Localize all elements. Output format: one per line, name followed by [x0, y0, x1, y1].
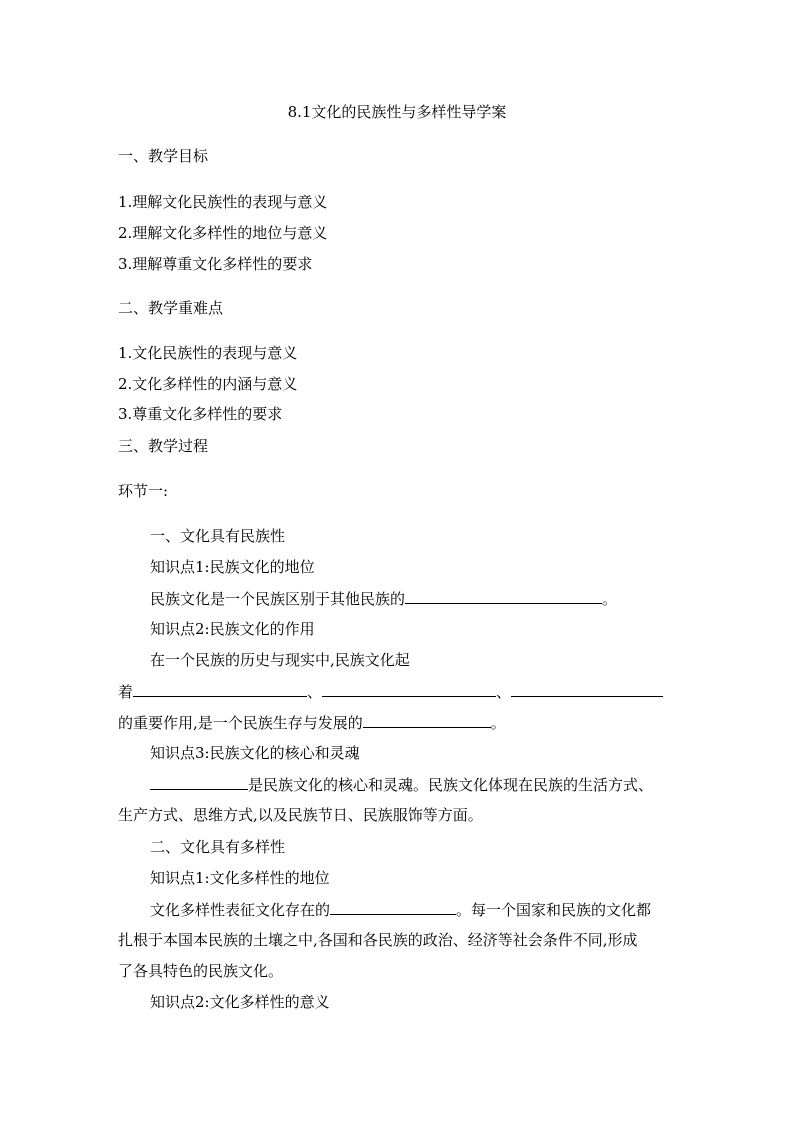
fill-in-sentence: 民族文化是一个民族区别于其他民族的 。: [150, 590, 618, 608]
paragraph-text: 在一个民族的历史与现实中,民族文化起: [150, 651, 410, 669]
knowledge-point-title: 知识点2:文化多样性的意义: [150, 993, 330, 1011]
answer-blank[interactable]: [330, 899, 456, 915]
subsection-heading-ethnicity: 一、文化具有民族性: [150, 527, 286, 545]
key-point-item: 3.尊重文化多样性的要求: [118, 405, 283, 423]
fill-in-sentence: 是民族文化的核心和灵魂。民族文化体现在民族的生活方式、: [150, 774, 653, 795]
answer-blank[interactable]: [133, 681, 307, 697]
answer-blank[interactable]: [405, 588, 602, 604]
fill-in-sentence: 着 、 、: [118, 681, 663, 702]
fill-in-sentence: 文化多样性表征文化存在的 。每一个国家和民族的文化都: [150, 901, 652, 919]
key-point-item: 1.文化民族性的表现与意义: [118, 344, 298, 362]
section-heading-process: 三、教学过程: [118, 437, 209, 455]
answer-blank[interactable]: [511, 681, 663, 697]
section-heading-key-points: 二、教学重难点: [118, 299, 224, 317]
answer-blank[interactable]: [322, 681, 496, 697]
objective-item: 1.理解文化民族性的表现与意义: [118, 193, 328, 211]
fill-in-sentence: 的重要作用,是一个民族生存与发展的 。: [118, 714, 506, 732]
document-title: 8.1文化的民族性与多样性导学案: [287, 103, 507, 121]
paragraph-text: 了各具特色的民族文化。: [118, 962, 284, 980]
answer-blank[interactable]: [363, 712, 491, 728]
step-label: 环节一:: [118, 482, 169, 500]
objective-item: 2.理解文化多样性的地位与意义: [118, 224, 328, 242]
section-heading-objectives: 一、教学目标: [118, 147, 209, 165]
answer-blank[interactable]: [150, 774, 248, 790]
paragraph-text: 生产方式、思维方式,以及民族节日、民族服饰等方面。: [118, 806, 483, 824]
knowledge-point-title: 知识点1:民族文化的地位: [150, 558, 315, 576]
subsection-heading-diversity: 二、文化具有多样性: [150, 838, 286, 856]
objective-item: 3.理解尊重文化多样性的要求: [118, 255, 313, 273]
paragraph-text: 扎根于本国本民族的土壤之中,各国和各民族的政治、经济等社会条件不同,形成: [118, 931, 638, 949]
key-point-item: 2.文化多样性的内涵与意义: [118, 375, 298, 393]
knowledge-point-title: 知识点1:文化多样性的地位: [150, 869, 330, 887]
knowledge-point-title: 知识点3:民族文化的核心和灵魂: [150, 744, 360, 762]
knowledge-point-title: 知识点2:民族文化的作用: [150, 620, 315, 638]
